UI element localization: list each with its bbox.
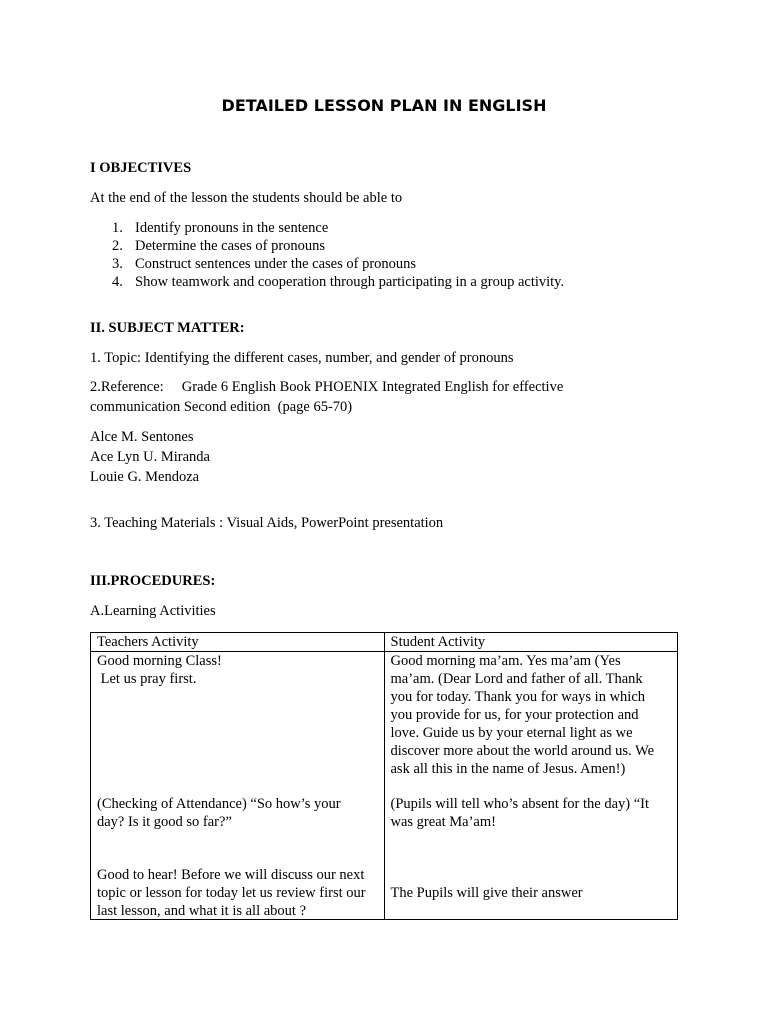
objectives-heading: I OBJECTIVES (90, 160, 192, 176)
document-title: DETAILED LESSON PLAN IN ENGLISH (221, 96, 547, 115)
author-name: Louie G. Mendoza (90, 469, 200, 485)
authors-list (90, 427, 210, 487)
procedures-heading: III.PROCEDURES: (90, 573, 216, 589)
learning-activities-subheading: A.Learning Activities (90, 603, 216, 619)
teachers-activity-header: Teachers Activity (91, 633, 385, 652)
teacher-activity-cell: Good morning Class! Let us pray first. (Checking of Attendance) “So how’s your day? Is it good so far?” Good to hear! Before we will discuss our next topic or lesson for today let us review first our last lesson, and what it is all about ? (91, 652, 385, 920)
student-activity-cell: Good morning ma’am. Yes ma’am (Yes ma’am. (Dear Lord and father of all. Thank you for today. Thank you for ways in which you provide for us, for your protection and love. Guide us by your eternal light as we discover more about the world around us. We ask all this in the name of Jesus. Amen!) (Pupils will tell who’s absent for the day) “It was great Ma’am! The Pupils will give their answer (384, 652, 678, 920)
reference-line-2: communication Second edition (page 65-70) (90, 399, 353, 415)
table-header-row (91, 633, 678, 652)
author-name: Ace Lyn U. Miranda (90, 449, 210, 465)
learning-activities-table (90, 632, 678, 920)
author-name: Alce M. Sentones (90, 429, 194, 445)
student-activity-header: Student Activity (384, 633, 678, 652)
reference-line-1: 2.Reference: Grade 6 English Book PHOENIX Integrated English for effective (90, 379, 564, 395)
topic-line: 1. Topic: Identifying the different cases, number, and gender of pronouns (90, 350, 514, 366)
objectives-intro: At the end of the lesson the students should be able to (90, 190, 403, 206)
teaching-materials-line: 3. Teaching Materials : Visual Aids, PowerPoint presentation (90, 515, 444, 531)
table-row (91, 652, 678, 920)
subject-matter-heading: II. SUBJECT MATTER: (90, 320, 245, 336)
